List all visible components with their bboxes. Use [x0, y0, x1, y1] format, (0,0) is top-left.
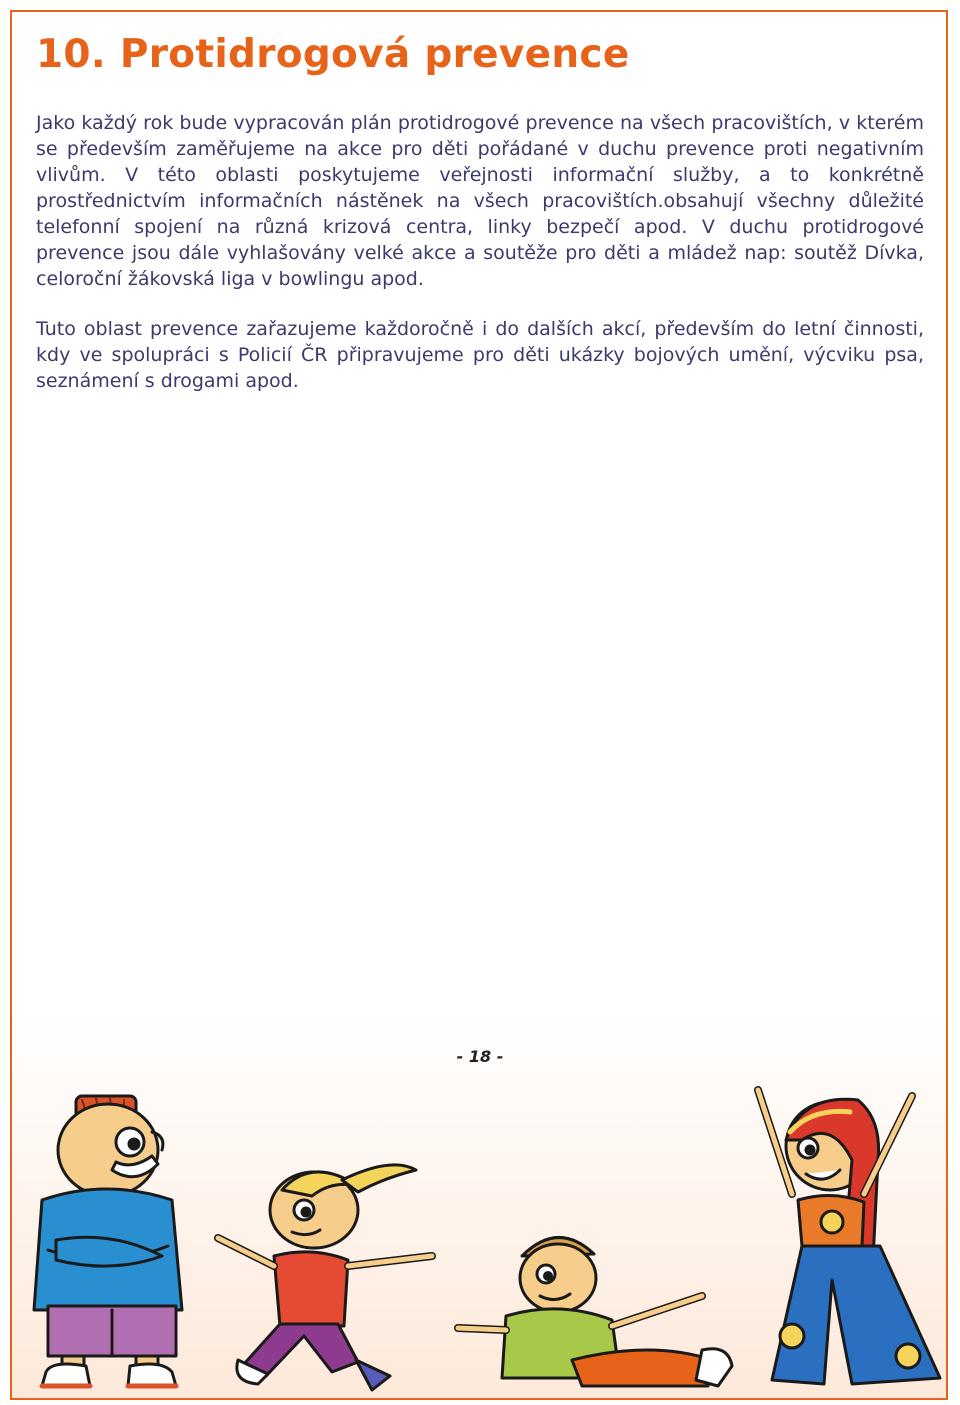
- paragraph-1: Jako každý rok bude vypracován plán protidrogové prevence na všech pracovištích, v kterém se především zaměřujeme na akce pro děti pořádané v duchu prevence proti negativním vlivům. V této oblasti poskytujeme veřejnosti informační služby, a to konkrétně prostřednictvím informačních nástěnek na všech pracovištích.obsahují všechny důležité telefonní spojení na různá krizová centra, linky bezpečí apod. V duchu protidrogové prevence jsou dále vyhlašovány velké akce a soutěže pro děti a mládež nap: soutěž Dívka, celoroční žákovská liga v bowlingu apod.: [36, 112, 924, 290]
- paragraph-2: Tuto oblast prevence zařazujeme každoročně i do dalších akcí, především do letní činnosti, kdy ve spolupráci s Policií ČR připravujeme pro děti ukázky bojových umění, výcviku psa, seznámení s drogami apod.: [36, 318, 924, 392]
- girl-red-hair-arms-up-icon: [758, 1090, 940, 1384]
- girl-blonde-ponytail-icon: [218, 1165, 432, 1390]
- boy-sitting-icon: [458, 1237, 732, 1386]
- boy-arms-crossed-icon: [34, 1096, 182, 1386]
- page-title: 10. Protidrogová prevence: [36, 32, 630, 77]
- page-number: - 18 -: [456, 1047, 504, 1066]
- cartoon-children-icon: [12, 1060, 946, 1398]
